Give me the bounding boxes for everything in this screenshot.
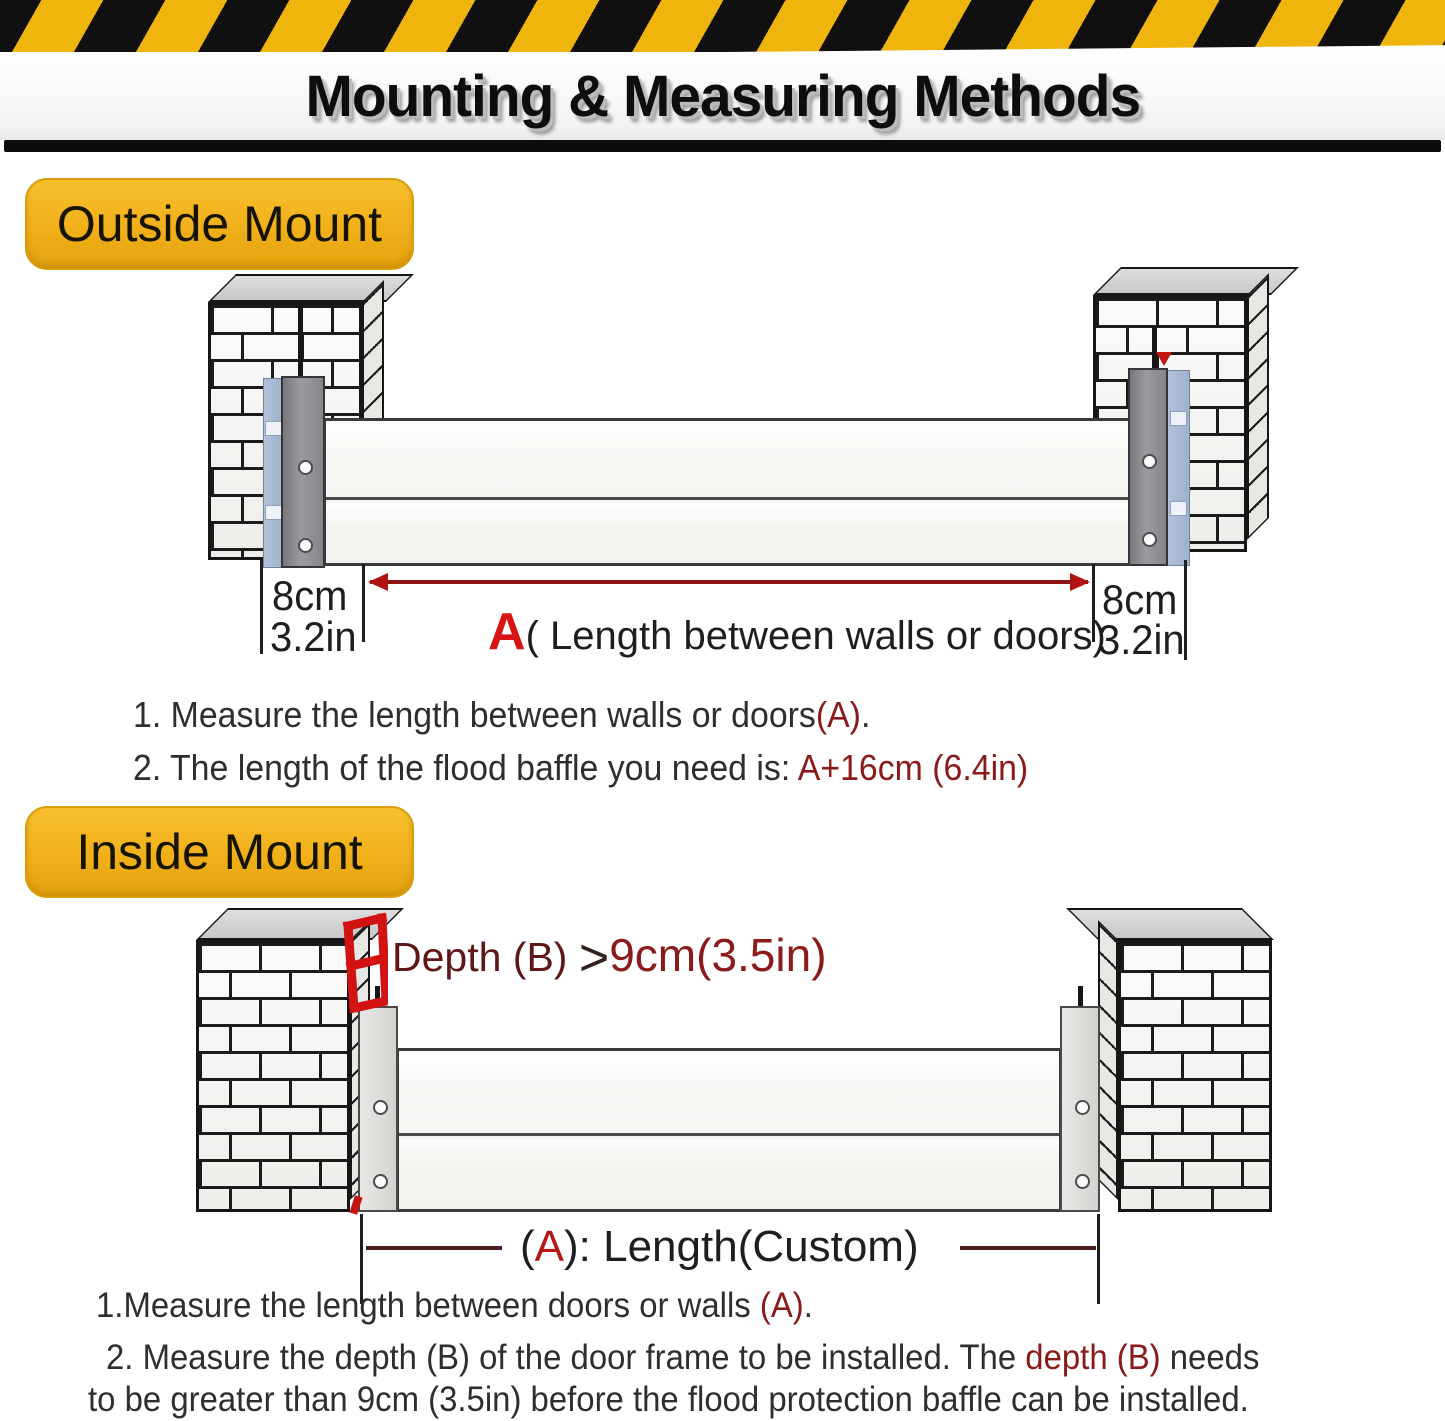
dim-line-right-segment [960,1246,1096,1250]
outside-mount-badge-label: Outside Mount [56,196,383,252]
screw-hole [373,1100,388,1115]
inside-step-2-line-1: 2. Measure the depth (B) of the door frame to be installed. The depth (B) needs [106,1338,1260,1377]
left-pillar-inside [196,940,350,1212]
screw-hole [1075,1100,1090,1115]
custom-length-label: (A): Length(Custom) [520,1222,919,1271]
red-arrow-icon [1156,352,1172,366]
left-offset-in: 3.2in [270,613,357,660]
left-mounting-channel-inside [358,1006,398,1212]
title-band [0,52,1445,140]
flood-barrier-inside [396,1048,1062,1212]
barrier-sheen [399,1139,1059,1165]
left-mounting-channel-outside [281,376,325,568]
screw-hole [298,460,313,475]
barrier-sheen [326,424,1137,450]
left-anchor-pin-outside [298,305,303,383]
barrier-sheen [326,503,1137,529]
seal-notch [1170,411,1187,426]
outside-step-1: 1. Measure the length between walls or doors(A). [133,694,871,735]
length-a-letter: A [488,603,526,661]
dim-tick-inside-right [1097,1214,1100,1304]
outside-step-2: 2. The length of the flood baffle you need is: A+16cm (6.4in) [133,747,1029,788]
arrow-head-left-icon [368,573,388,591]
length-dimension-arrow [370,580,1088,584]
inside-step-2-line-2: to be greater than 9cm (3.5in) before the flood protection baffle can be installed. [88,1380,1249,1419]
barrier-panel-divider [326,497,1137,500]
inside-mount-badge-label: Inside Mount [76,824,363,880]
hazard-stripe-banner [0,0,1445,59]
right-mounting-channel-outside [1128,368,1168,566]
screw-hole [1075,1174,1090,1189]
page-title: Mounting & Measuring Methods [305,63,1140,129]
seal-notch [265,505,282,520]
arrow-head-right-icon [1070,573,1090,591]
right-mounting-channel-inside [1060,1006,1100,1212]
left-offset-cm: 8cm [272,572,348,619]
right-offset-cm: 8cm [1102,576,1178,623]
dim-tick-left-inner [362,564,365,642]
dim-tick-left-outer [260,560,263,654]
outside-mount-badge [25,178,414,270]
screw-hole [298,538,313,553]
left-seal-strip-outside [263,378,283,568]
seal-notch [265,421,282,436]
dim-line-left-segment [366,1246,502,1250]
screw-hole [373,1174,388,1189]
seal-notch [1170,501,1187,516]
right-pillar-side-outside [1247,273,1269,540]
screw-hole [1142,532,1157,547]
length-a-label: A( Length between walls or doors) [488,603,1106,661]
right-pillar-side-inside [1098,920,1118,1200]
title-underline-bar [4,140,1441,152]
barrier-sheen [399,1054,1059,1080]
right-pillar-inside [1118,940,1272,1212]
depth-measure-bracket-icon [340,910,388,1014]
barrier-panel-divider [399,1133,1059,1136]
inside-mount-badge [25,806,414,898]
right-offset-in: 3.2in [1098,616,1185,663]
flood-barrier-outside [323,418,1140,566]
depth-requirement-label: Depth (B) >9cm(3.5in) [392,929,827,987]
screw-hole [1142,454,1157,469]
right-seal-strip-outside [1166,370,1190,566]
inside-step-1: 1.Measure the length between doors or walls (A). [96,1286,813,1325]
